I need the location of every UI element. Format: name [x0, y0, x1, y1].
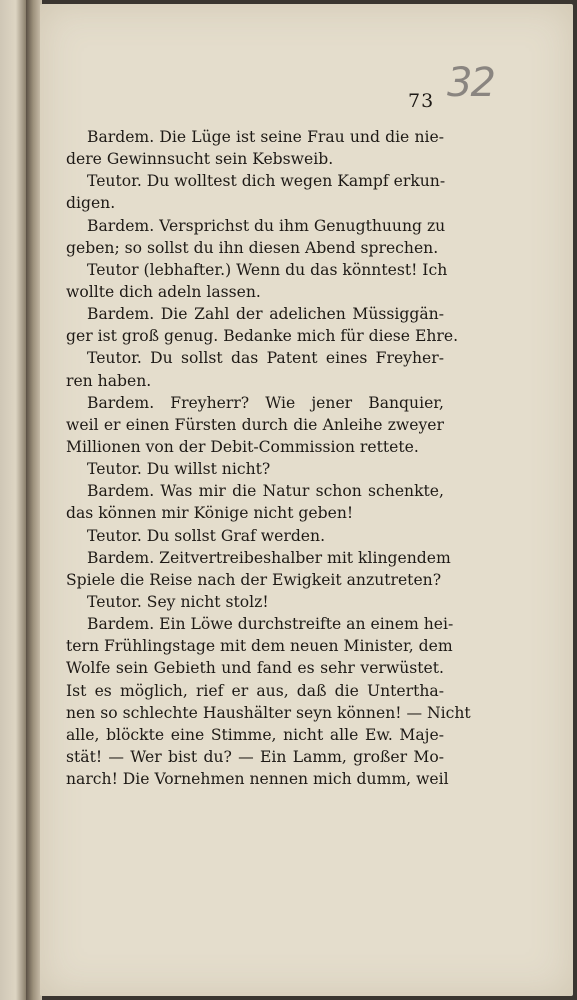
text-line: nen so schlechte Haushälter seyn können! — Nicht [66, 703, 471, 722]
text-line: weil er einen Fürsten durch die Anleihe zweyer [66, 415, 444, 434]
text-line: Bardem. Zeitvertreibeshalber mit klingendem [87, 548, 451, 567]
pencil-annotation: 32 [447, 60, 494, 106]
text-line: geben; so sollst du ihn diesen Abend sprechen. [66, 238, 439, 257]
text-line: Teutor. Du sollst Graf werden. [87, 526, 326, 545]
text-line: wollte dich adeln lassen. [66, 282, 261, 301]
text-line: digen. [66, 194, 116, 213]
text-line: Bardem. Ein Löwe durchstreifte an einem hei- [87, 615, 454, 634]
text-line: Bardem. Die Lüge ist seine Frau und die nie- [87, 128, 444, 146]
text-line: Teutor. Du wolltest dich wegen Kampf erkun- [87, 172, 446, 191]
text-line: ger ist groß genug. Bedanke mich für diese Ehre. [66, 327, 459, 346]
text-line: ren haben. [66, 371, 152, 390]
text-line: Bardem. Versprichst du ihm Genugthuung zu [87, 216, 446, 235]
text-line: Ist es möglich, rief er aus, daß die Untertha- [66, 681, 444, 700]
text-line: Teutor. Du willst nicht? [87, 460, 271, 479]
text-line: Teutor. Sey nicht stolz! [87, 592, 269, 611]
text-line: dere Gewinnsucht sein Kebsweib. [66, 150, 334, 169]
text-line: Bardem. Die Zahl der adelichen Müssiggän- [87, 305, 444, 324]
body-text [66, 126, 471, 790]
book-page [40, 4, 573, 996]
text-line: tern Frühlingstage mit dem neuen Minister, dem [66, 637, 453, 656]
text-line: Millionen von der Debit-Commission rettete. [66, 437, 419, 456]
text-line: stät! — Wer bist du? — Ein Lamm, großer Mo- [66, 747, 444, 766]
text-line: Spiele die Reise nach der Ewigkeit anzutreten? [66, 570, 442, 589]
text-line: Bardem. Was mir die Natur schon schenkte, [87, 482, 444, 501]
text-line: Bardem. Freyherr? Wie jener Banquier, [87, 393, 444, 412]
previous-page-edge [0, 0, 26, 1000]
text-line: narch! Die Vornehmen nennen mich dumm, weil [66, 770, 449, 789]
page-number: 73 [408, 90, 435, 112]
text-line: Teutor. Du sollst das Patent eines Freyher- [87, 349, 444, 368]
text-line: das können mir Könige nicht geben! [66, 504, 354, 523]
text-line: Teutor (lebhafter.) Wenn du das könntest! Ich [87, 260, 448, 279]
text-line: alle, blöckte eine Stimme, nicht alle Ew. Maje- [66, 725, 444, 744]
text-line: Wolfe sein Gebieth und fand es sehr verwüstet. [66, 659, 444, 678]
